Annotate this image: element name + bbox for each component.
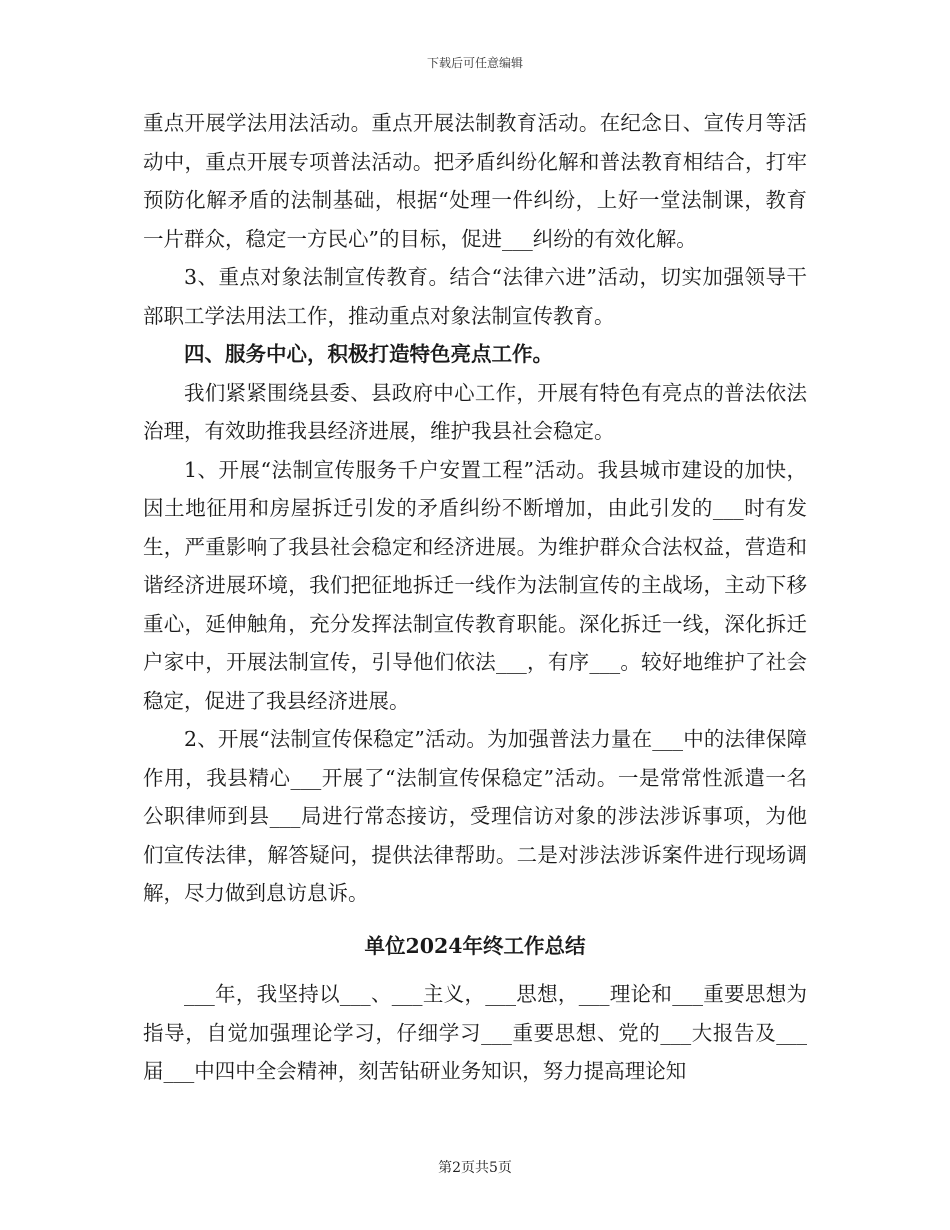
paragraph-1: 重点开展学法用法活动。重点开展法制教育活动。在纪念日、宣传月等活动中，重点开展专项普法活动。把矛盾纠纷化解和普法教育相结合，打牢预防化解矛盾的法制基础，根据“处理一件纠纷，上好一堂法制课，教育一片群众，稳定一方民心”的目标，促进___纠纷的有效化解。 (143, 111, 807, 251)
document-title: 单位2024年终工作总结 (364, 933, 586, 958)
section-heading: 四、服务中心，积极打造特色亮点工作。 (184, 342, 553, 366)
paragraph-2: 3、重点对象法制宣传教育。结合“法律六进”活动，切实加强领导干部职工学法用法工作，推动重点对象法制宣传教育。 (143, 265, 807, 328)
paragraph-6: 2、开展“法制宣传保稳定”活动。为加强普法力量在___中的法律保障作用，我县精心___开展了“法制宣传保稳定”活动。一是常常性派遣一名公职律师到县___局进行常态接访，受理信访对象的涉法涉诉事项，为他们宣传法律，解答疑问，提供法律帮助。二是对涉法涉诉案件进行现场调解，尽力做到息访息诉。 (143, 727, 807, 905)
paragraph-4: 我们紧紧围绕县委、县政府中心工作，开展有特色有亮点的普法依法治理，有效助推我县经济进展，维护我县社会稳定。 (143, 380, 807, 443)
header-note: 下载后可任意编辑 (426, 56, 523, 70)
paragraph-7: ___年，我坚持以___、___主义，___思想，___理论和___重要思想为指导，自觉加强理论学习，仔细学习___重要思想、党的___大报告及___届___中四中全会精神，刻苦钻研业务知识，努力提高理论知 (143, 982, 807, 1083)
paragraph-5: 1、开展“法制宣传服务千户安置工程”活动。我县城市建设的加快，因土地征用和房屋拆迁引发的矛盾纠纷不断增加，由此引发的___时有发生，严重影响了我县社会稳定和经济进展。为维护群众合法权益，营造和谐经济进展环境，我们把征地拆迁一线作为法制宣传的主战场，主动下移重心，延伸触角，充分发挥法制宣传教育职能。深化拆迁一线，深化拆迁户家中，开展法制宣传，引导他们依法___，有序___。较好地维护了社会稳定，促进了我县经济进展。 (143, 457, 807, 713)
page-footer: 第2页共5页 (438, 1160, 512, 1176)
document-body (143, 104, 807, 1091)
